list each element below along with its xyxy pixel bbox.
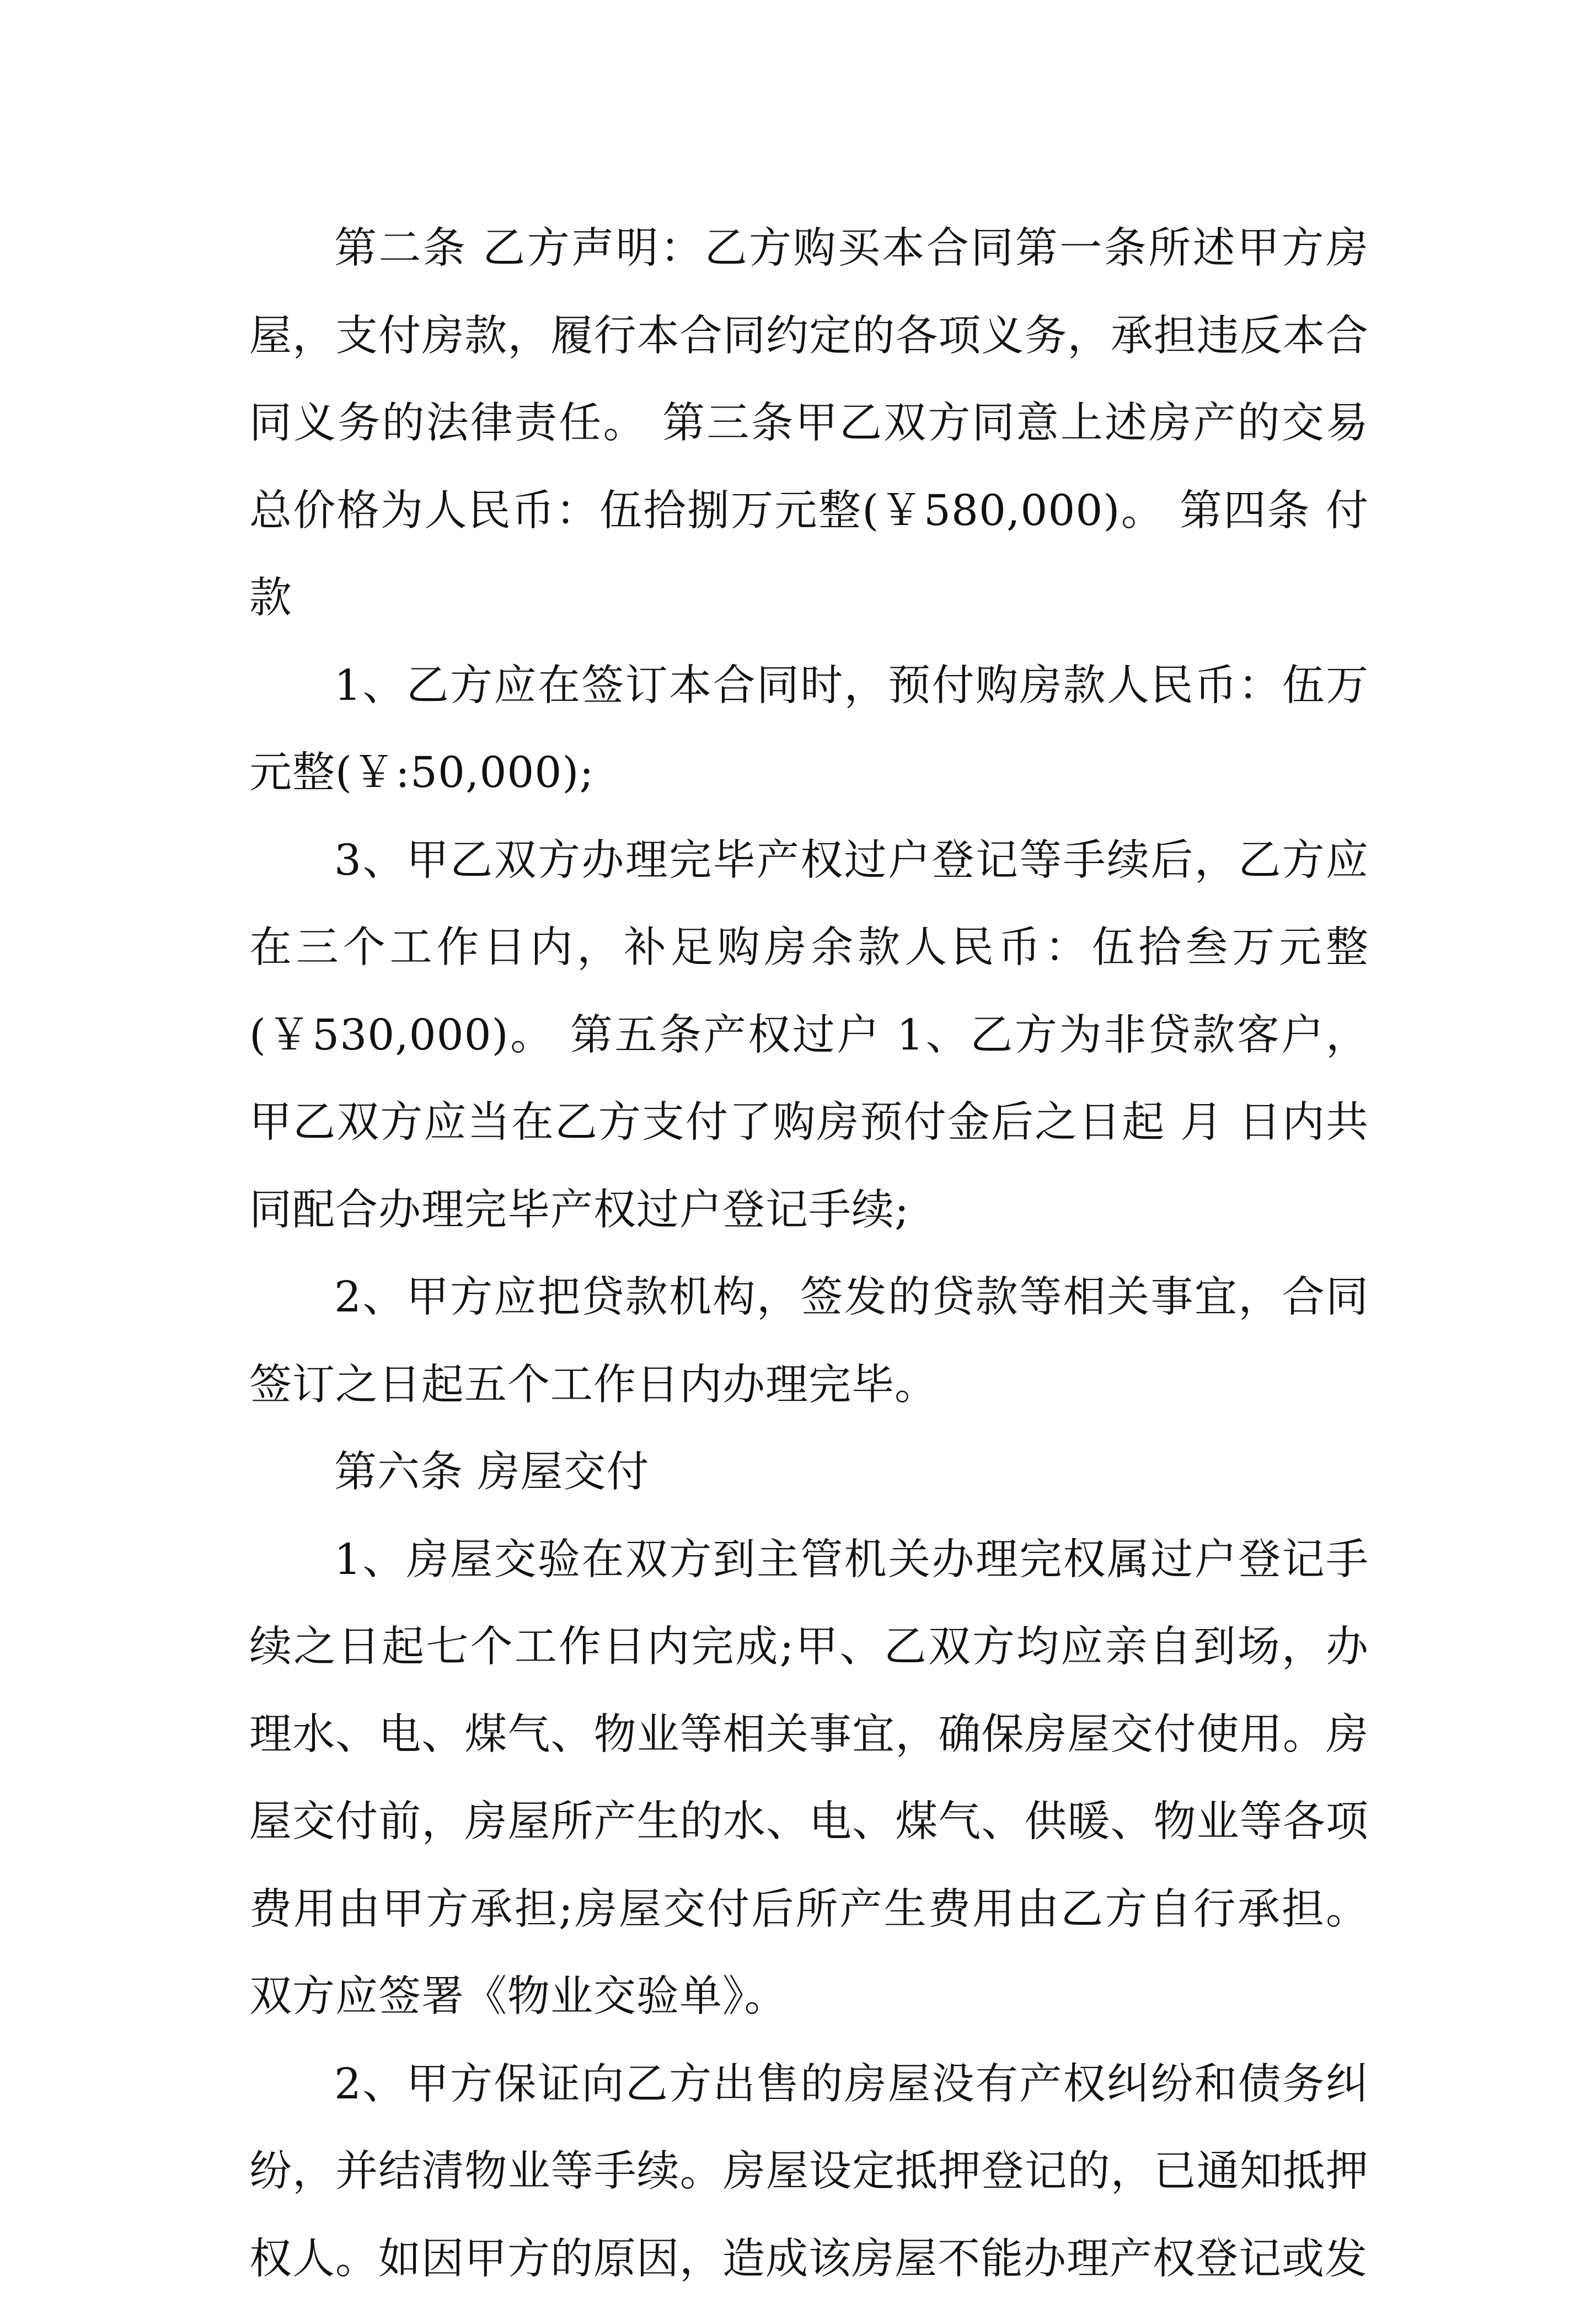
paragraph-delivery-2: 2、甲方保证向乙方出售的房屋没有产权纠纷和债务纠纷，并结清物业等手续。房屋设定抵押登记的，已通知抵押权人。如因甲方的原因，造成该房屋不能办理产权登记或发 [249, 2041, 1369, 2303]
paragraph-payment-1: 1、乙方应在签订本合同时，预付购房款人民币：伍万元整(￥:50,000); [249, 642, 1369, 817]
heading-article-6: 第六条 房屋交付 [249, 1429, 1369, 1517]
paragraph-payment-3: 3、甲乙双方办理完毕产权过户登记等手续后，乙方应在三个工作日内，补足购房余款人民币：伍拾叁万元整(￥530,000)。 第五条产权过户 1、乙方为非贷款客户，甲乙双方应当在乙方支付了购房预付金后之日起 月 日内共同配合办理完毕产权过户登记手续; [249, 817, 1369, 1255]
document-body [249, 205, 1369, 2303]
paragraph-transfer-2: 2、甲方应把贷款机构，签发的贷款等相关事宜，合同签订之日起五个工作日内办理完毕。 [249, 1254, 1369, 1429]
paragraph-article-2-to-4: 第二条 乙方声明：乙方购买本合同第一条所述甲方房屋，支付房款，履行本合同约定的各项义务，承担违反本合同义务的法律责任。 第三条甲乙双方同意上述房产的交易总价格为人民币：伍拾捌万元整(￥580,000)。 第四条 付款 [249, 205, 1369, 642]
paragraph-delivery-1: 1、房屋交验在双方到主管机关办理完权属过户登记手续之日起七个工作日内完成;甲、乙双方均应亲自到场，办理水、电、煤气、物业等相关事宜，确保房屋交付使用。房屋交付前，房屋所产生的水、电、煤气、供暖、物业等各项费用由甲方承担;房屋交付后所产生费用由乙方自行承担。双方应签署《物业交验单》。 [249, 1517, 1369, 2041]
